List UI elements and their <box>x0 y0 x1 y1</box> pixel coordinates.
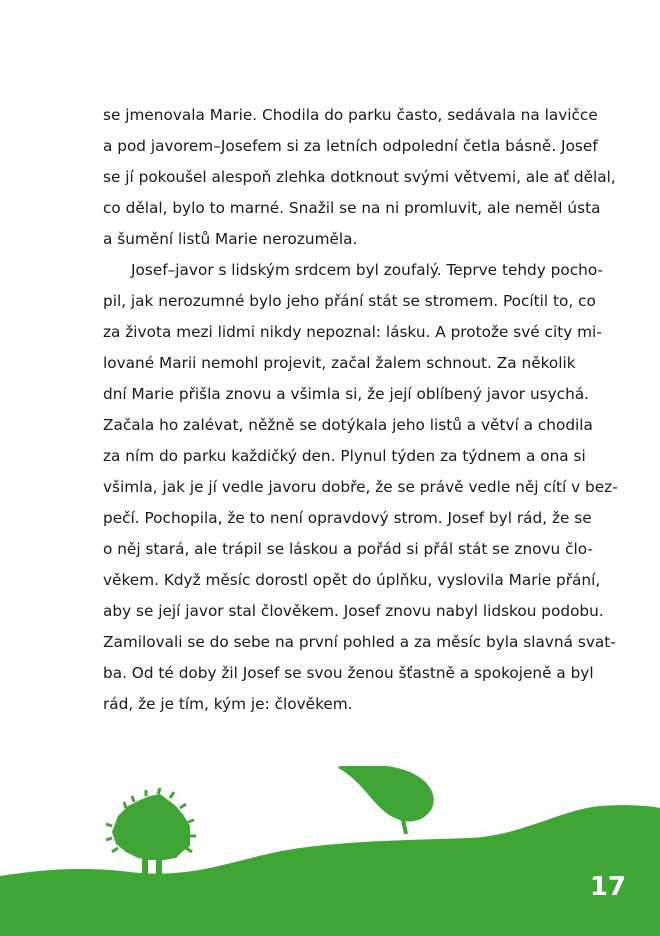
text-line: o něj stará, ale trápil se láskou a pořád si přál stát se znovu člo- <box>103 540 593 558</box>
text-line: ba. Od té doby žil Josef se svou ženou šťastně a spokojeně a byl <box>103 664 594 682</box>
paragraph-2 <box>103 255 618 720</box>
text-line: rád, že je tím, kým je: člověkem. <box>103 695 353 713</box>
text-line: lované Marii nemohl projevit, začal žalem schnout. Za několik <box>103 354 576 372</box>
text-line: a šumění listů Marie nerozuměla. <box>103 230 358 248</box>
text-line: se jmenovala Marie. Chodila do parku často, sedávala na lavičce <box>103 106 598 124</box>
tree-icon <box>106 788 196 880</box>
text-line: se jí pokoušel alespoň zlehka dotknout svými větvemi, ale ať dělal, <box>103 168 616 186</box>
text-line: Josef–javor s lidským srdcem byl zoufalý. Teprve tehdy pocho- <box>131 261 604 279</box>
text-line: aby se její javor stal člověkem. Josef znovu nabyl lidskou podobu. <box>103 602 604 620</box>
text-line: dní Marie přišla znovu a všimla si, že její oblíbený javor usychá. <box>103 385 590 403</box>
text-line: Zamilovali se do sebe na první pohled a za měsíc byla slavná svat- <box>103 633 616 651</box>
hill-landscape <box>0 766 660 936</box>
text-line: co dělal, bylo to marné. Snažil se na ni promluvit, ale neměl ústa <box>103 199 601 217</box>
text-line: za ním do parku každičký den. Plynul týden za týdnem a ona si <box>103 447 586 465</box>
page-number: 17 <box>589 872 626 902</box>
text-line: za života mezi lidmi nikdy nepoznal: lásku. A protože své city mi- <box>103 323 602 341</box>
paragraph-1 <box>103 100 616 255</box>
story-text <box>103 100 618 720</box>
text-line: pil, jak nerozumné bylo jeho přání stát se stromem. Pocítil to, co <box>103 292 596 310</box>
leaf-tree-icon <box>338 766 434 834</box>
text-line: všimla, jak je jí vedle javoru dobře, že se právě vedle něj cítí v bez- <box>103 478 618 496</box>
text-line: a pod javorem–Josefem si za letních odpolední četla básně. Josef <box>103 137 598 155</box>
green-hill <box>0 805 660 936</box>
text-line: pečí. Pochopila, že to není opravdový strom. Josef byl rád, že se <box>103 509 592 527</box>
text-line: Začala ho zalévat, něžně se dotýkala jeho listů a větví a chodila <box>103 416 593 434</box>
text-line: věkem. Když měsíc dorostl opět do úplňku, vyslovila Marie přání, <box>103 571 601 589</box>
